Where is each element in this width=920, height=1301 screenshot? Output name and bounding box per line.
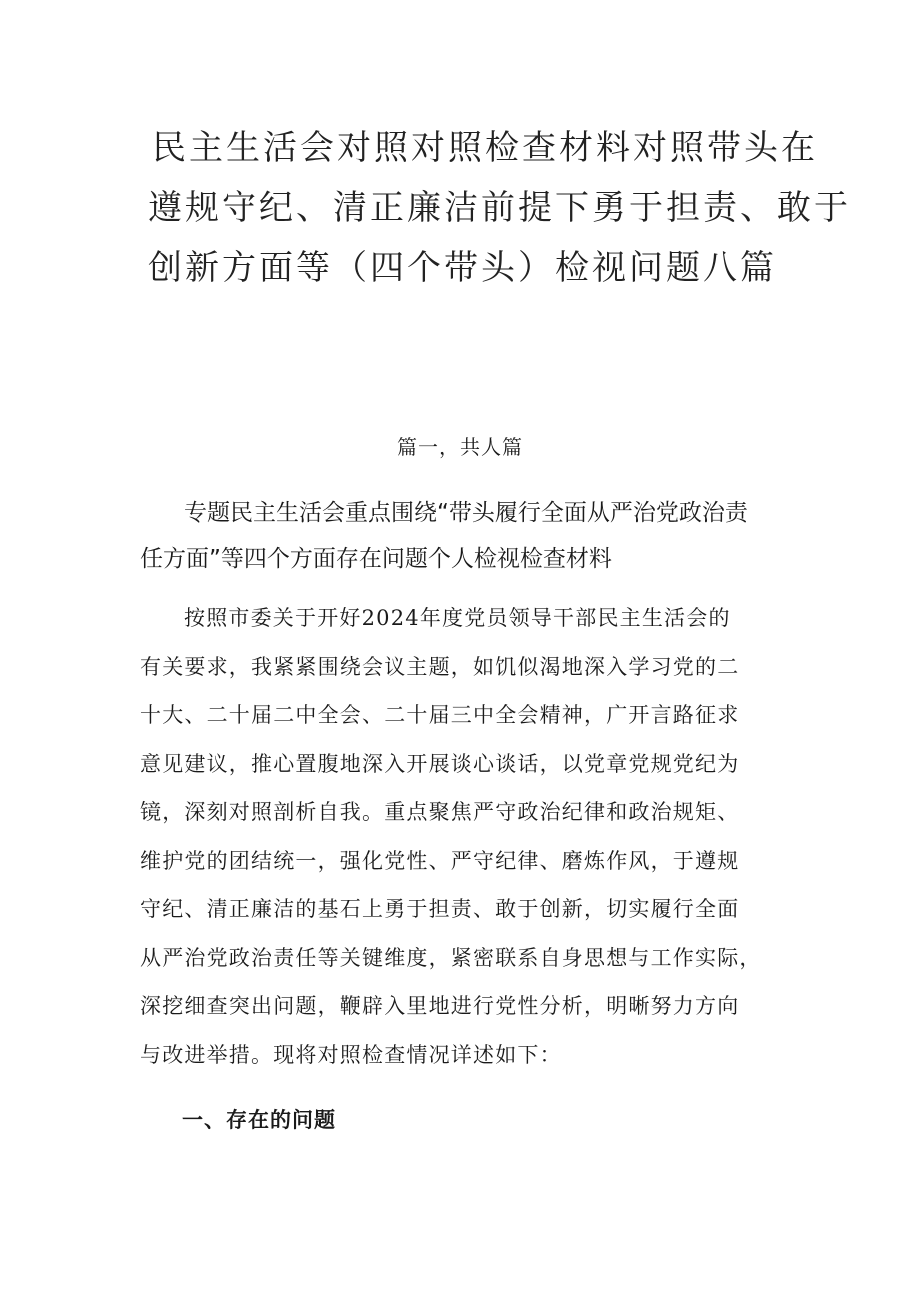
paragraph-line: 镜，深刻对照剖析自我。重点聚焦严守政治纪律和政治规矩、	[140, 800, 740, 824]
section-heading: 一、存在的问题	[182, 1107, 336, 1132]
paragraph-line: 深挖细查突出问题，鞭辟入里地进行党性分析，明晰努力方向	[140, 994, 740, 1018]
paragraph-line: 与改进举措。现将对照检查情况详述如下：	[140, 1042, 562, 1067]
document-title	[140, 118, 851, 298]
paragraph-line: 意见建议，推心置腹地深入开展谈心谈话，以党章党规党纪为	[140, 751, 740, 776]
section-label: 篇一，共人篇	[397, 435, 523, 459]
subtitle	[140, 490, 800, 582]
paragraph-line: 按照市委关于开好2024年度党员领导干部民主生活会的	[184, 606, 731, 630]
paragraph-line: 维护党的团结统一，强化党性、严守纪律、磨炼作风，于遵规	[140, 848, 740, 873]
title-line: 民主生活会对照对照检查材料对照带头在	[152, 128, 818, 168]
paragraph-line: 有关要求，我紧紧围绕会议主题，如饥似渴地深入学习党的二	[140, 654, 740, 679]
title-line: 创新方面等（四个带头）检视问题八篇	[148, 248, 777, 288]
title-line: 遵规守纪、清正廉洁前提下勇于担责、敢于	[148, 188, 851, 228]
body-paragraph	[140, 594, 820, 1079]
subtitle-line: 专题民主生活会重点围绕“带头履行全面从严治党政治责	[184, 500, 748, 526]
paragraph-line: 十大、二十届二中全会、二十届三中全会精神，广开言路征求	[140, 703, 740, 727]
subtitle-line: 任方面”等四个方面存在问题个人检视检查材料	[140, 546, 612, 572]
paragraph-line: 守纪、清正廉洁的基石上勇于担责、敢于创新，切实履行全面	[140, 897, 740, 921]
paragraph-line: 从严治党政治责任等关键维度，紧密联系自身思想与工作实际，	[140, 945, 762, 970]
